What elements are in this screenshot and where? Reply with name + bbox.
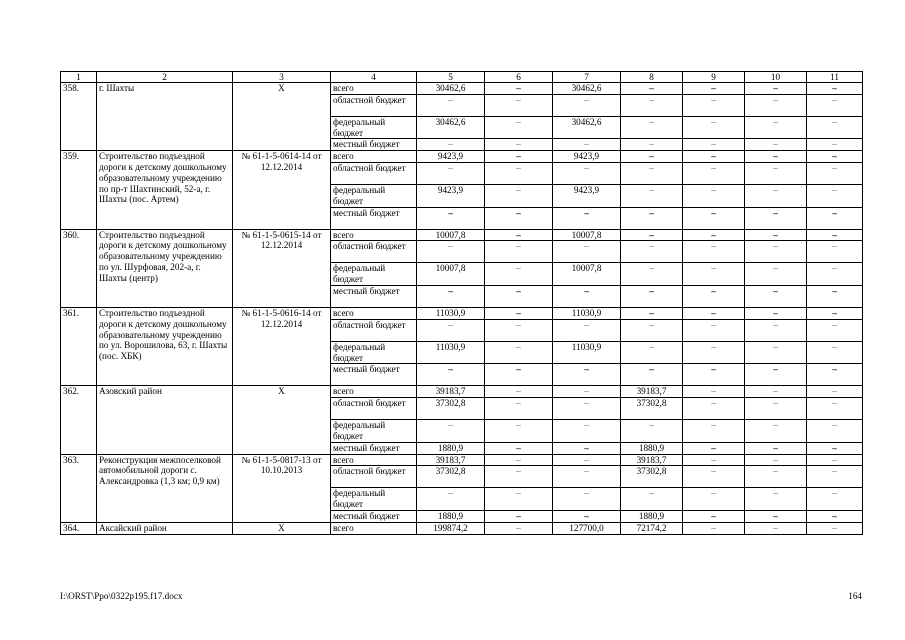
document-ref: № 61-1-5-0615-14 от 12.12.2014 xyxy=(233,229,331,307)
value-cell-11: – xyxy=(807,364,863,386)
funding-source: всего xyxy=(331,151,417,163)
value-cell-8: – xyxy=(621,151,683,163)
value-cell-9: – xyxy=(683,151,745,163)
value-cell-7: 11030,9 xyxy=(553,307,621,319)
value-cell-5: 10007,8 xyxy=(417,263,485,286)
value-cell-8: – xyxy=(621,229,683,241)
value-cell-11: – xyxy=(807,442,863,454)
value-cell-5: – xyxy=(417,285,485,307)
object-name: г. Шахты xyxy=(97,83,233,151)
value-cell-6: – xyxy=(485,319,553,341)
object-name: Строительство подъездной дороги к детскому дошкольному образовательному учреждению по ул. Шурфовая, 202-а, г. Шахты (центр) xyxy=(97,229,233,307)
value-cell-9: – xyxy=(683,263,745,286)
value-cell-5: 11030,9 xyxy=(417,307,485,319)
value-cell-7: – xyxy=(553,386,621,398)
value-cell-8: – xyxy=(621,94,683,116)
value-cell-6: – xyxy=(485,241,553,263)
value-cell-5: 39183,7 xyxy=(417,386,485,398)
row-number: 361. xyxy=(61,307,97,385)
document-ref: Х xyxy=(233,83,331,151)
value-cell-8: – xyxy=(621,241,683,263)
value-cell-9: – xyxy=(683,454,745,466)
funding-source: всего xyxy=(331,83,417,95)
value-cell-11: – xyxy=(807,83,863,95)
row-number: 362. xyxy=(61,386,97,454)
row-number: 363. xyxy=(61,454,97,522)
funding-source: местный бюджет xyxy=(331,285,417,307)
value-cell-9: – xyxy=(683,241,745,263)
value-cell-5: 37302,8 xyxy=(417,398,485,420)
value-cell-8: – xyxy=(621,116,683,139)
table-row xyxy=(61,229,863,241)
value-cell-10: – xyxy=(745,151,807,163)
value-cell-6: – xyxy=(485,510,553,522)
value-cell-5: 9423,9 xyxy=(417,151,485,163)
funding-source: федеральный бюджет xyxy=(331,184,417,207)
value-cell-9: – xyxy=(683,420,745,443)
value-cell-6: – xyxy=(485,116,553,139)
value-cell-5: 30462,6 xyxy=(417,116,485,139)
value-cell-10: – xyxy=(745,341,807,364)
value-cell-6: – xyxy=(485,364,553,386)
value-cell-10: – xyxy=(745,522,807,534)
value-cell-10: – xyxy=(745,241,807,263)
value-cell-11: – xyxy=(807,420,863,443)
value-cell-5: 11030,9 xyxy=(417,341,485,364)
value-cell-5: 37302,8 xyxy=(417,466,485,488)
value-cell-6: – xyxy=(485,285,553,307)
table-row xyxy=(61,522,863,534)
value-cell-11: – xyxy=(807,454,863,466)
value-cell-9: – xyxy=(683,285,745,307)
value-cell-9: – xyxy=(683,184,745,207)
value-cell-10: – xyxy=(745,420,807,443)
object-name: Реконструкция межпоселковой автомобильной дороги с. Александровка (1,3 км; 0,9 км) xyxy=(97,454,233,522)
value-cell-8: – xyxy=(621,319,683,341)
value-cell-10: – xyxy=(745,442,807,454)
table-row xyxy=(61,151,863,163)
value-cell-7: – xyxy=(553,442,621,454)
value-cell-10: – xyxy=(745,94,807,116)
funding-source: местный бюджет xyxy=(331,139,417,151)
value-cell-6: – xyxy=(485,151,553,163)
document-ref: № 61-1-5-0614-14 от 12.12.2014 xyxy=(233,151,331,229)
value-cell-7: – xyxy=(553,398,621,420)
value-cell-7: 9423,9 xyxy=(553,151,621,163)
value-cell-7: 10007,8 xyxy=(553,263,621,286)
value-cell-10: – xyxy=(745,229,807,241)
value-cell-9: – xyxy=(683,398,745,420)
value-cell-11: – xyxy=(807,162,863,184)
table-row xyxy=(61,307,863,319)
funding-source: федеральный бюджет xyxy=(331,420,417,443)
value-cell-9: – xyxy=(683,94,745,116)
value-cell-9: – xyxy=(683,162,745,184)
value-cell-11: – xyxy=(807,386,863,398)
value-cell-8: 1880,9 xyxy=(621,510,683,522)
value-cell-6: – xyxy=(485,83,553,95)
funding-source: федеральный бюджет xyxy=(331,116,417,139)
funding-source: местный бюджет xyxy=(331,510,417,522)
value-cell-8: – xyxy=(621,263,683,286)
column-header-9: 9 xyxy=(683,72,745,83)
value-cell-8: 39183,7 xyxy=(621,454,683,466)
value-cell-8: – xyxy=(621,83,683,95)
column-header-7: 7 xyxy=(553,72,621,83)
value-cell-6: – xyxy=(485,442,553,454)
value-cell-5: – xyxy=(417,207,485,229)
value-cell-9: – xyxy=(683,510,745,522)
funding-source: областной бюджет xyxy=(331,94,417,116)
value-cell-10: – xyxy=(745,263,807,286)
value-cell-6: – xyxy=(485,94,553,116)
value-cell-11: – xyxy=(807,319,863,341)
value-cell-9: – xyxy=(683,522,745,534)
value-cell-8: – xyxy=(621,341,683,364)
funding-source: областной бюджет xyxy=(331,398,417,420)
value-cell-9: – xyxy=(683,466,745,488)
value-cell-7: – xyxy=(553,241,621,263)
value-cell-10: – xyxy=(745,184,807,207)
funding-source: всего xyxy=(331,229,417,241)
value-cell-11: – xyxy=(807,116,863,139)
value-cell-7: – xyxy=(553,207,621,229)
value-cell-7: – xyxy=(553,285,621,307)
object-name: Аксайский район xyxy=(97,522,233,534)
funding-source: областной бюджет xyxy=(331,241,417,263)
value-cell-5: 10007,8 xyxy=(417,229,485,241)
value-cell-11: – xyxy=(807,139,863,151)
funding-source: всего xyxy=(331,307,417,319)
value-cell-7: 30462,6 xyxy=(553,83,621,95)
value-cell-8: – xyxy=(621,207,683,229)
value-cell-10: – xyxy=(745,83,807,95)
value-cell-9: – xyxy=(683,207,745,229)
value-cell-10: – xyxy=(745,386,807,398)
value-cell-5: 1880,9 xyxy=(417,510,485,522)
funding-source: всего xyxy=(331,386,417,398)
funding-source: всего xyxy=(331,454,417,466)
value-cell-5: – xyxy=(417,162,485,184)
value-cell-6: – xyxy=(485,398,553,420)
value-cell-6: – xyxy=(485,139,553,151)
value-cell-11: – xyxy=(807,488,863,511)
value-cell-11: – xyxy=(807,241,863,263)
value-cell-9: – xyxy=(683,488,745,511)
document-ref: Х xyxy=(233,522,331,534)
value-cell-5: 30462,6 xyxy=(417,83,485,95)
value-cell-11: – xyxy=(807,341,863,364)
value-cell-9: – xyxy=(683,442,745,454)
value-cell-5: 39183,7 xyxy=(417,454,485,466)
value-cell-11: – xyxy=(807,184,863,207)
value-cell-10: – xyxy=(745,116,807,139)
funding-source: областной бюджет xyxy=(331,319,417,341)
value-cell-10: – xyxy=(745,162,807,184)
value-cell-5: 199874,2 xyxy=(417,522,485,534)
value-cell-11: – xyxy=(807,151,863,163)
value-cell-8: 39183,7 xyxy=(621,386,683,398)
value-cell-7: – xyxy=(553,510,621,522)
object-name: Строительство подъездной дороги к детскому дошкольному образовательному учреждению по пр-т Шахтинский, 52-а, г. Шахты (пос. Артем) xyxy=(97,151,233,229)
funding-source: всего xyxy=(331,522,417,534)
value-cell-5: – xyxy=(417,94,485,116)
value-cell-8: – xyxy=(621,162,683,184)
value-cell-7: 10007,8 xyxy=(553,229,621,241)
value-cell-6: – xyxy=(485,522,553,534)
value-cell-6: – xyxy=(485,466,553,488)
value-cell-5: – xyxy=(417,488,485,511)
value-cell-10: – xyxy=(745,454,807,466)
table-row xyxy=(61,454,863,466)
value-cell-5: 1880,9 xyxy=(417,442,485,454)
value-cell-9: – xyxy=(683,307,745,319)
funding-source: федеральный бюджет xyxy=(331,341,417,364)
value-cell-6: – xyxy=(485,488,553,511)
value-cell-11: – xyxy=(807,207,863,229)
budget-table xyxy=(60,71,863,535)
value-cell-7: – xyxy=(553,466,621,488)
funding-source: местный бюджет xyxy=(331,442,417,454)
value-cell-11: – xyxy=(807,263,863,286)
value-cell-7: – xyxy=(553,420,621,443)
value-cell-8: – xyxy=(621,307,683,319)
value-cell-7: 9423,9 xyxy=(553,184,621,207)
value-cell-5: – xyxy=(417,319,485,341)
value-cell-7: – xyxy=(553,139,621,151)
value-cell-8: 37302,8 xyxy=(621,466,683,488)
value-cell-8: 1880,9 xyxy=(621,442,683,454)
value-cell-7: 127700,0 xyxy=(553,522,621,534)
value-cell-5: – xyxy=(417,139,485,151)
value-cell-7: – xyxy=(553,94,621,116)
value-cell-11: – xyxy=(807,522,863,534)
column-header-4: 4 xyxy=(331,72,417,83)
column-header-11: 11 xyxy=(807,72,863,83)
value-cell-7: – xyxy=(553,162,621,184)
column-header-5: 5 xyxy=(417,72,485,83)
funding-source: областной бюджет xyxy=(331,162,417,184)
value-cell-5: – xyxy=(417,420,485,443)
value-cell-8: – xyxy=(621,488,683,511)
value-cell-8: 72174,2 xyxy=(621,522,683,534)
value-cell-6: – xyxy=(485,207,553,229)
value-cell-7: 11030,9 xyxy=(553,341,621,364)
value-cell-6: – xyxy=(485,184,553,207)
value-cell-10: – xyxy=(745,510,807,522)
object-name: Строительство подъездной дороги к детскому дошкольному образовательному учреждению по ул. Ворошилова, 63, г. Шахты (пос. ХБК) xyxy=(97,307,233,385)
value-cell-9: – xyxy=(683,139,745,151)
column-header-8: 8 xyxy=(621,72,683,83)
value-cell-7: – xyxy=(553,319,621,341)
value-cell-9: – xyxy=(683,116,745,139)
value-cell-11: – xyxy=(807,229,863,241)
value-cell-8: – xyxy=(621,420,683,443)
value-cell-5: 9423,9 xyxy=(417,184,485,207)
value-cell-10: – xyxy=(745,364,807,386)
value-cell-11: – xyxy=(807,466,863,488)
funding-source: областной бюджет xyxy=(331,466,417,488)
footer-page-number: 164 xyxy=(848,591,862,601)
document-ref: Х xyxy=(233,386,331,454)
table-row xyxy=(61,386,863,398)
row-number: 364. xyxy=(61,522,97,534)
value-cell-6: – xyxy=(485,263,553,286)
value-cell-6: – xyxy=(485,420,553,443)
row-number: 360. xyxy=(61,229,97,307)
column-header-10: 10 xyxy=(745,72,807,83)
value-cell-11: – xyxy=(807,94,863,116)
header-row xyxy=(61,72,863,83)
value-cell-10: – xyxy=(745,466,807,488)
value-cell-11: – xyxy=(807,398,863,420)
value-cell-10: – xyxy=(745,398,807,420)
funding-source: местный бюджет xyxy=(331,207,417,229)
value-cell-10: – xyxy=(745,285,807,307)
footer-file-path: I:\ORST\Ppo\0322p195.f17.docx xyxy=(60,591,183,601)
value-cell-7: 30462,6 xyxy=(553,116,621,139)
value-cell-10: – xyxy=(745,319,807,341)
column-header-6: 6 xyxy=(485,72,553,83)
value-cell-5: – xyxy=(417,241,485,263)
value-cell-6: – xyxy=(485,162,553,184)
value-cell-9: – xyxy=(683,364,745,386)
value-cell-10: – xyxy=(745,488,807,511)
value-cell-11: – xyxy=(807,307,863,319)
value-cell-7: – xyxy=(553,454,621,466)
value-cell-10: – xyxy=(745,207,807,229)
column-header-2: 2 xyxy=(97,72,233,83)
value-cell-9: – xyxy=(683,319,745,341)
table-body xyxy=(61,83,863,535)
value-cell-6: – xyxy=(485,307,553,319)
value-cell-9: – xyxy=(683,229,745,241)
value-cell-9: – xyxy=(683,83,745,95)
value-cell-8: – xyxy=(621,364,683,386)
value-cell-8: 37302,8 xyxy=(621,398,683,420)
funding-source: местный бюджет xyxy=(331,364,417,386)
funding-source: федеральный бюджет xyxy=(331,488,417,511)
row-number: 359. xyxy=(61,151,97,229)
row-number: 358. xyxy=(61,83,97,151)
column-header-1: 1 xyxy=(61,72,97,83)
value-cell-6: – xyxy=(485,454,553,466)
value-cell-6: – xyxy=(485,341,553,364)
object-name: Азовский район xyxy=(97,386,233,454)
value-cell-5: – xyxy=(417,364,485,386)
value-cell-11: – xyxy=(807,285,863,307)
value-cell-8: – xyxy=(621,139,683,151)
value-cell-6: – xyxy=(485,386,553,398)
document-ref: № 61-1-5-0616-14 от 12.12.2014 xyxy=(233,307,331,385)
value-cell-9: – xyxy=(683,386,745,398)
funding-source: федеральный бюджет xyxy=(331,263,417,286)
document-ref: № 61-1-5-0817-13 от 10.10.2013 xyxy=(233,454,331,522)
table-row xyxy=(61,83,863,95)
column-header-3: 3 xyxy=(233,72,331,83)
value-cell-10: – xyxy=(745,307,807,319)
value-cell-10: – xyxy=(745,139,807,151)
value-cell-11: – xyxy=(807,510,863,522)
value-cell-6: – xyxy=(485,229,553,241)
value-cell-8: – xyxy=(621,184,683,207)
value-cell-7: – xyxy=(553,488,621,511)
value-cell-7: – xyxy=(553,364,621,386)
value-cell-9: – xyxy=(683,341,745,364)
value-cell-8: – xyxy=(621,285,683,307)
